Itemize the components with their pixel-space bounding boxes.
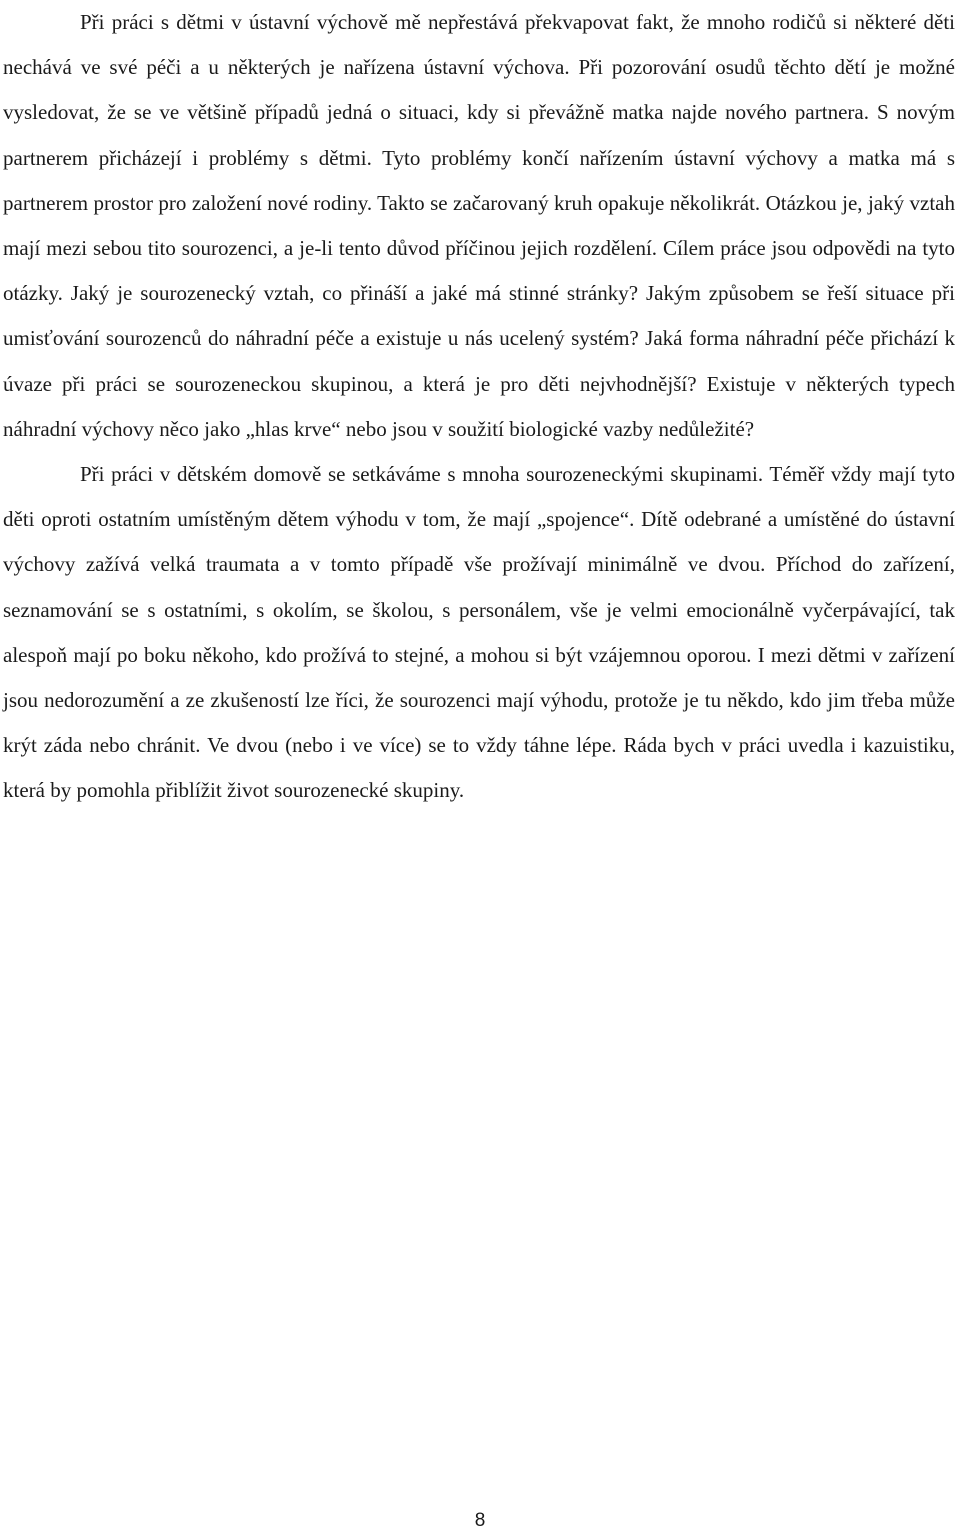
paragraph: Při práci v dětském domově se setkáváme s mnoha sourozeneckými skupinami. Téměř vždy mají tyto děti oproti ostatním umístěným dětem výhodu v tom, že mají „spojence“. Dítě odebrané a umístěné do ústavní výchovy zažívá velká traumata a v tomto případě vše prožívají minimálně ve dvou. Příchod do zařízení, seznamování se s ostatními, s okolím, se školou, s personálem, vše je velmi emocionálně vyčerpávající, tak alespoň mají po boku někoho, kdo prožívá to stejné, a mohou si být vzájemnou oporou. I mezi dětmi v zařízení jsou nedorozumění a ze zkušeností lze říci, že sourozenci mají výhodu, protože je tu někdo, kdo jim třeba může krýt záda nebo chránit. Ve dvou (nebo i ve více) se to vždy táhne lépe. Ráda bych v práci uvedla i kazuistiku, která by pomohla přiblížit život sourozenecké skupiny. [3, 462, 955, 803]
paragraph: Při práci s dětmi v ústavní výchově mě nepřestává překvapovat fakt, že mnoho rodičů si některé děti nechává ve své péči a u některých je nařízena ústavní výchova. Při pozorování osudů těchto dětí je možné vysledovat, že se ve většině případů jedná o situaci, kdy si převážně matka najde nového partnera. S novým partnerem přicházejí i problémy s dětmi. Tyto problémy končí nařízením ústavní výchovy a matka má s partnerem prostor pro založení nové rodiny. Takto se začarovaný kruh opakuje několikrát. Otázkou je, jaký vztah mají mezi sebou tito sourozenci, a je-li tento důvod příčinou jejich rozdělení. Cílem práce jsou odpovědi na tyto otázky. Jaký je sourozenecký vztah, co přináší a jaké má stinné stránky? Jakým způsobem se řeší situace při umisťování sourozenců do náhradní péče a existuje u nás ucelený systém? Jaká forma náhradní péče přichází k úvaze při práci se sourozeneckou skupinou, a která je pro děti nejvhodnější? Existuje v některých typech náhradní výchovy něco jako „hlas krve“ nebo jsou v soužití biologické vazby nedůležité? [3, 10, 955, 441]
page-number: 8 [474, 1510, 486, 1531]
document-page [3, 0, 955, 814]
